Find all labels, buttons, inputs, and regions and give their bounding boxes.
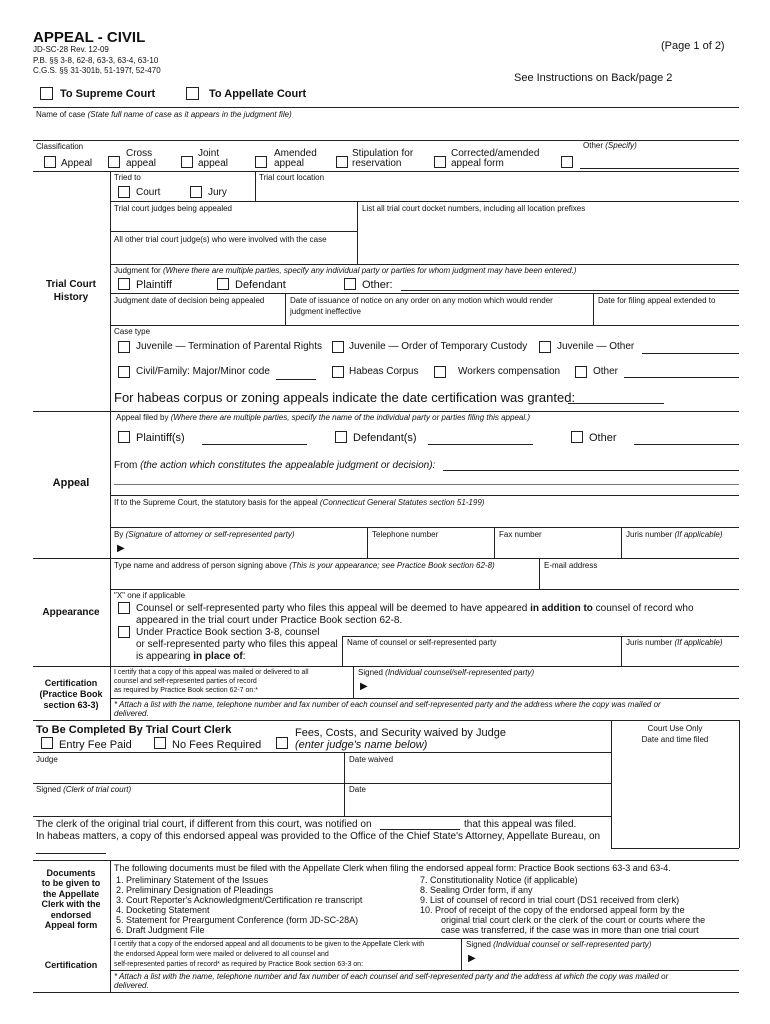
document-item: 3. Court Reporter's Acknowledgment/Certification re transcript [116,895,363,905]
major-minor-code-field[interactable] [276,379,316,380]
amended-appeal-label-2: appeal [274,158,305,169]
cgs-sections: C.G.S. §§ 31-301b, 51-197f, 52-470 [33,66,161,75]
plaintiffs-field[interactable] [202,444,307,445]
defendants-checkbox[interactable] [335,431,347,443]
certification2-text-3: self-represented parties of record* as required by Practice Book section 63-3 on: [114,961,364,968]
x-if-applicable-label: "X" one if applicable [114,591,186,600]
habeas-cert-label: For habeas corpus or zoning appeals indicate the date certification was granted: [114,390,576,405]
certification-arrow-icon: ▶ [360,681,368,692]
court-use-label-2: Date and time filed [641,735,709,744]
judgment-other-label: Other: [362,279,393,291]
court-label: Court [136,187,161,198]
appeal-other-field[interactable] [634,444,739,445]
clerk-notified-text: The clerk of the original trial court, if different from this court, was notified on [36,819,372,830]
judgment-plaintiff-label: Plaintiff [136,279,172,291]
amended-appeal-checkbox[interactable] [255,156,267,168]
stipulation-label: Stipulation for [352,148,414,159]
appeal-checkbox[interactable] [44,156,56,168]
civil-family-checkbox[interactable] [118,366,130,378]
plaintiffs-checkbox[interactable] [118,431,130,443]
type-name-label: Type name and address of person signing above (This is your appearance; see Practice Book section 62-8) [114,561,495,570]
documents-left-list [116,875,362,935]
in-place-of-text-3: is appearing in place of: [136,651,246,662]
juvenile-otc-checkbox[interactable] [332,341,344,353]
certification-text-3: as required by Practice Book section 62-7 on:* [114,687,258,694]
habeas-copy-text: In habeas matters, a copy of this endorsed appeal was provided to the Office of the Chief State's Attorney, Appellate Bureau, on [36,831,601,842]
documents-section-line: Documents [46,868,96,878]
appeal-filed-by-label: Appeal filed by (Where there are multiple parties, specify the name of the individual party or parties filing this appeal.) [116,413,531,422]
clerk-signed-label: Signed (Clerk of trial court) [36,785,132,794]
workers-comp-checkbox[interactable] [434,366,446,378]
amended-appeal-label: Amended [274,148,317,159]
certification-footnote-2: delivered. [114,709,149,718]
plaintiffs-label: Plaintiff(s) [136,432,185,444]
case-type-other-label: Other [593,366,619,377]
document-item: 6. Draft Judgment File [116,925,205,935]
document-item: 8. Sealing Order form, if any [420,885,533,895]
certification2-text: I certify that a copy of the endorsed appeal and all documents to be given to the Appellate Clerk with [114,941,425,948]
case-type-other-field[interactable] [624,377,739,378]
document-item: 2. Preliminary Designation of Pleadings [116,885,274,895]
form-number: JD-SC-28 Rev. 12-09 [33,45,109,54]
appeal-other-label: Other [589,432,617,444]
docket-numbers-label: List all trial court docket numbers, including all location prefixes [362,204,586,213]
classification-label: Classification [36,142,84,151]
trial-history-section-label-2: History [53,292,89,303]
workers-comp-label: Workers compensation [458,366,561,377]
appeal-from-field[interactable] [443,470,739,471]
habeas-corpus-checkbox[interactable] [332,366,344,378]
judgment-defendant-checkbox[interactable] [217,278,229,290]
trial-history-section-label: Trial Court [45,279,96,290]
other-judges-label: All other trial court judge(s) who were involved with the case [114,235,327,244]
fees-waived-label: Fees, Costs, and Security waived by Judge [295,727,506,739]
appearance-section-label: Appearance [42,607,100,618]
appearance-juris-label: Juris number (If applicable) [626,638,723,647]
juvenile-other-checkbox[interactable] [539,341,551,353]
telephone-label: Telephone number [372,530,439,539]
documents-section-line: to be given to [41,878,101,889]
clerk-notified-text-2: that this appeal was filed. [464,819,577,830]
clerk-notified-date-field[interactable] [380,829,460,830]
email-label: E-mail address [544,561,598,570]
habeas-cert-date-field[interactable] [568,403,664,404]
supreme-court-checkbox[interactable] [40,87,53,100]
documents-right-list [420,875,705,935]
case-type-other-checkbox[interactable] [575,366,587,378]
document-item: 4. Docketing Statement [116,905,210,915]
appeal-section-label: Appeal [52,477,90,489]
juvenile-otc-label: Juvenile — Order of Temporary Custody [349,341,528,352]
documents-section-line: endorsed [50,909,92,920]
fees-waived-checkbox[interactable] [276,737,288,749]
certification-text-2: counsel and self-represented parties of record [114,678,257,685]
certification-section-label-2: (Practice Book [39,689,103,699]
documents-section-label [34,868,108,930]
court-use-label: Court Use Only [647,724,703,733]
joint-appeal-checkbox[interactable] [181,156,193,168]
juvenile-other-field[interactable] [642,353,739,354]
case-name-field[interactable] [40,122,735,138]
judgment-other-checkbox[interactable] [344,278,356,290]
document-item: case was transferred, if the case was in more than one trial court [441,925,699,935]
joint-appeal-label: Joint [198,148,220,159]
certification2-footnote: * Attach a list with the name, telephone number and fax number of each counsel and self-represented party and the address at which the copy was mailed or [114,972,669,981]
certification2-section-label: Certification [44,960,98,970]
certification-text: I certify that a copy of this appeal was mailed or delivered to all [114,669,309,676]
no-fees-checkbox[interactable] [154,737,166,749]
extension-date-label: Date for filing appeal extended to [598,296,716,305]
document-item: 5. Statement for Preargument Conference (form JD-SC-28A) [116,915,359,925]
certification2-arrow-icon: ▶ [468,953,476,964]
other-specify-field[interactable] [580,168,739,169]
trial-location-label: Trial court location [259,173,325,182]
judgment-date-label: Judgment date of decision being appealed [114,296,265,305]
habeas-copy-date-field[interactable] [36,853,106,854]
certification2-footnote-2: delivered. [114,981,149,990]
appeal-option-label: Appeal [61,158,93,169]
document-item: 7. Constitutionality Notice (if applicable) [420,875,578,885]
page-indicator: (Page 1 of 2) [661,40,725,52]
tried-to-label: Tried to [114,173,141,182]
corrected-appeal-checkbox[interactable] [434,156,446,168]
certification-signed-label: Signed (Individual counsel/self-represented party) [358,668,535,677]
clerk-section-title: To Be Completed By Trial Court Clerk [36,724,232,736]
documents-section-line: Clerk with the [41,899,101,910]
signature-arrow-icon: ▶ [117,543,125,554]
appeal-other-checkbox[interactable] [571,431,583,443]
document-item: 1. Preliminary Statement of the Issues [116,875,269,885]
statutory-basis-label: If to the Supreme Court, the statutory basis for the appeal (Connecticut General Statutes section 51-199) [114,498,485,507]
date-waived-label: Date waived [349,755,394,764]
form-title: APPEAL - CIVIL [33,29,146,46]
judgment-for-label: Judgment for (Where there are multiple parties, specify any individual party or parties for whom judgment may have been entered.) [114,266,577,275]
clerk-date-label: Date [349,785,366,794]
court-checkbox[interactable] [118,186,130,198]
habeas-corpus-label: Habeas Corpus [349,366,419,377]
appellate-court-label: To Appellate Court [209,88,307,100]
certification-footnote: * Attach a list with the name, telephone number and fax number of each counsel and self-represented party and the address where the copy was mailed or [114,700,661,709]
notice-date-label: Date of issuance of notice on any order on any motion which would render [290,296,553,305]
judgment-other-field[interactable] [401,290,739,291]
document-item: 10. Proof of receipt of the copy of the endorsed appeal form by the [420,905,685,915]
certification-section-label-3: section 63-3) [43,700,99,710]
cross-appeal-checkbox[interactable] [108,156,120,168]
appellate-court-checkbox[interactable] [186,87,199,100]
civil-family-label: Civil/Family: Major/Minor code [136,366,270,377]
no-fees-label: No Fees Required [172,739,262,751]
documents-intro: The following documents must be filed with the Appellate Clerk when filing the endorsed appeal form: Practice Book sections 63-3 and 63-4. [114,863,671,873]
judgment-defendant-label: Defendant [235,279,286,291]
document-item: original trial court clerk or the clerk of the court or courts where the [441,915,706,925]
juvenile-termination-checkbox[interactable] [118,341,130,353]
juvenile-other-label: Juvenile — Other [557,341,635,352]
stipulation-label-2: reservation [352,158,402,169]
stipulation-checkbox[interactable] [336,156,348,168]
in-place-of-text: Under Practice Book section 3-8, counsel [136,627,320,638]
certification-section-label: Certification [44,678,98,688]
signature-by-label: By (Signature of attorney or self-represented party) [114,530,295,539]
certification2-signed-label: Signed (Individual counsel or self-represented party) [466,940,652,949]
in-addition-checkbox[interactable] [118,602,130,614]
counsel-name-label: Name of counsel or self-represented party [347,638,497,647]
other-classification-checkbox[interactable] [561,156,573,168]
cross-appeal-label-2: appeal [126,158,157,169]
defendants-field[interactable] [428,444,533,445]
corrected-appeal-label-2: appeal form [451,158,504,169]
case-name-label: Name of case (State full name of case as it appears in the judgment file) [36,110,292,119]
juris-label: Juris number (If applicable) [626,530,723,539]
jury-label: Jury [208,187,227,198]
appeal-from-field-line2[interactable] [114,484,739,485]
cross-appeal-label: Cross [126,148,153,159]
other-specify-label: Other (Specify) [583,141,637,150]
document-item: 9. List of counsel of record in trial court (DS1 received from clerk) [420,895,680,905]
judgment-plaintiff-checkbox[interactable] [118,278,130,290]
corrected-appeal-label: Corrected/amended [451,148,540,159]
pb-sections: P.B. §§ 3-8, 62-8, 63-3, 63-4, 63-10 [33,56,159,65]
in-addition-text-2: appeared in the trial court under Practice Book section 62-8. [136,615,403,626]
case-type-label: Case type [114,327,151,336]
judge-label: Judge [36,755,58,764]
documents-section-line: the Appellate [42,888,100,899]
entry-fee-label: Entry Fee Paid [59,739,132,751]
notice-date-label-2: judgment ineffective [290,307,362,316]
joint-appeal-label-2: appeal [198,158,229,169]
in-addition-text: Counsel or self-represented party who files this appeal will be deemed to have appeared in addition to counsel of record who [136,603,694,614]
entry-fee-checkbox[interactable] [41,737,53,749]
instructions-note: See Instructions on Back/page 2 [514,72,673,84]
documents-section-line: Appeal form [44,920,98,931]
fees-waived-label-2: (enter judge's name below) [295,739,428,751]
in-place-of-text-2: or self-represented party who files this appeal [136,639,338,650]
appeal-from-label: From (the action which constitutes the appealable judgment or decision): [114,460,436,471]
defendants-label: Defendant(s) [353,432,417,444]
certification2-text-2: the endorsed Appeal form were mailed or delivered to all counsel and [114,951,329,958]
trial-judges-label: Trial court judges being appealed [114,204,233,213]
fax-label: Fax number [499,530,542,539]
jury-checkbox[interactable] [190,186,202,198]
in-place-of-checkbox[interactable] [118,626,130,638]
supreme-court-label: To Supreme Court [60,88,156,100]
juvenile-termination-label: Juvenile — Termination of Parental Rights [136,341,323,352]
